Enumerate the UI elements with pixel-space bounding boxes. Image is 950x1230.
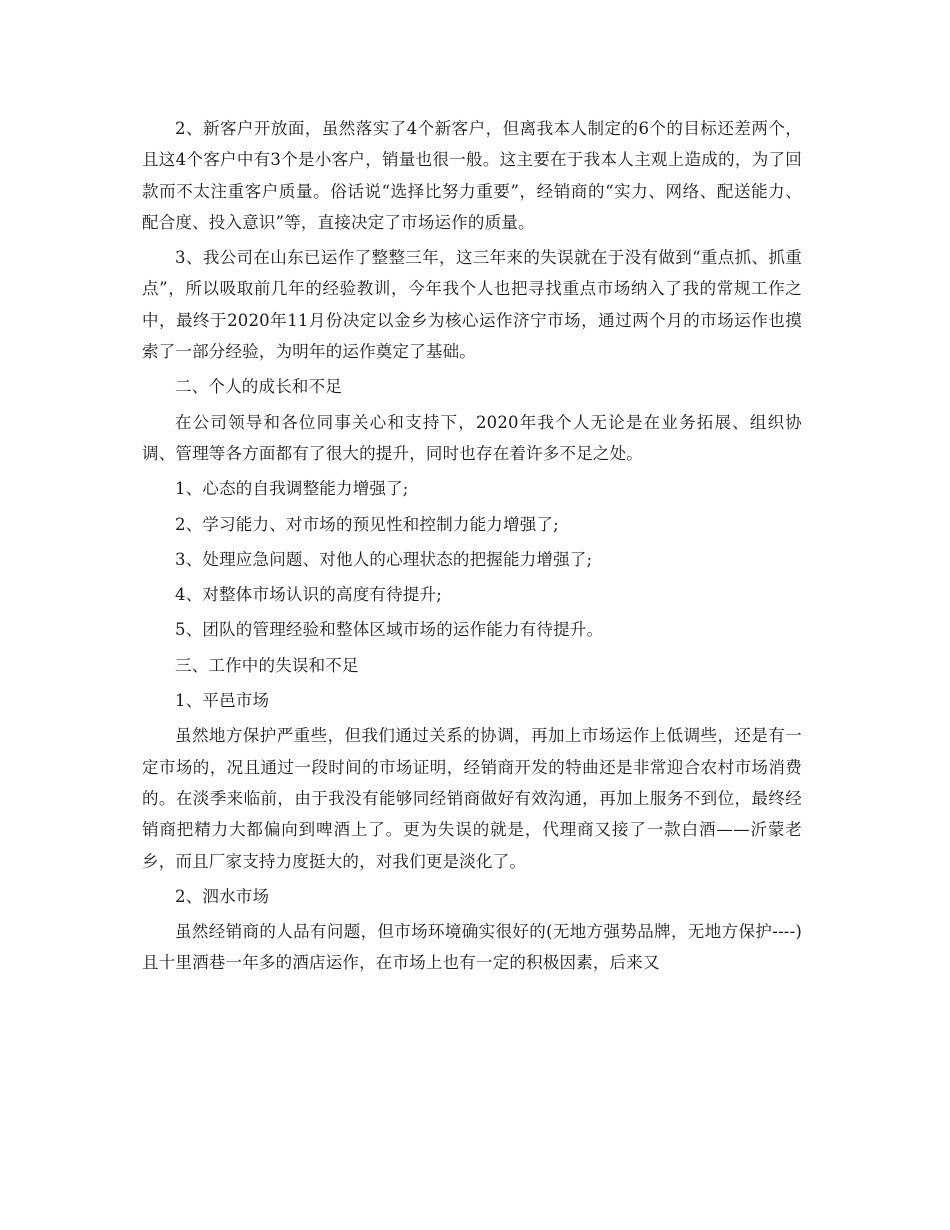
- heading-personal-growth: 二、个人的成长和不足: [175, 377, 342, 397]
- list-item-growth-3: 3、处理应急问题、对他人的心理状态的把握能力增强了;: [175, 549, 593, 569]
- heading-mistakes: 三、工作中的失误和不足: [175, 655, 359, 675]
- paragraph-growth-intro: 在公司领导和各位同事关心和支持下，2020年我个人无论是在业务拓展、组织协调、管理等各方面都有了很大的提升，同时也存在着许多不足之处。: [142, 412, 802, 463]
- paragraph-shandong-operation: 3、我公司在山东已运作了整整三年，这三年来的失误就在于没有做到“重点抓、抓重点”，所以吸取前几年的经验教训，今年我个人也把寻找重点市场纳入了我的常规工作之中，最终于2020年11月份决定以金乡为核心运作济宁市场，通过两个月的市场运作也摸索了一部分经验，为明年的运作奠定了基础。: [142, 248, 802, 362]
- list-item-growth-4: 4、对整体市场认识的高度有待提升;: [175, 585, 442, 605]
- list-item-growth-1: 1、心态的自我调整能力增强了;: [175, 479, 409, 499]
- subheading-sishui-market: 2、泗水市场: [175, 886, 270, 906]
- paragraph-sishui-market: 虽然经销商的人品有问题，但市场环境确实很好的(无地方强势品牌，无地方保护----)且十里酒巷一年多的酒店运作，在市场上也有一定的积极因素，后来又: [142, 922, 802, 973]
- document-page: [142, 113, 802, 979]
- paragraph-new-clients: 2、新客户开放面，虽然落实了4个新客户，但离我本人制定的6个的目标还差两个，且这4个客户中有3个是小客户，销量也很一般。这主要在于我本人主观上造成的，为了回款而不太注重客户质量。俗话说“选择比努力重要”，经销商的“实力、网络、配送能力、配合度、投入意识”等，直接决定了市场运作的质量。: [142, 119, 802, 232]
- list-item-growth-2: 2、学习能力、对市场的预见性和控制力能力增强了;: [175, 514, 559, 534]
- subheading-pingyi-market: 1、平邑市场: [175, 691, 270, 711]
- paragraph-pingyi-market: 虽然地方保护严重些，但我们通过关系的协调，再加上市场运作上低调些，还是有一定市场的，况且通过一段时间的市场证明，经销商开发的特曲还是非常迎合农村市场消费的。在淡季来临前，由于我没有能够同经销商做好有效沟通，再加上服务不到位，最终经销商把精力大都偏向到啤酒上了。更为失误的就是，代理商又接了一款白酒——沂蒙老乡，而且厂家支持力度挺大的，对我们更是淡化了。: [142, 726, 802, 871]
- list-item-growth-5: 5、团队的管理经验和整体区域市场的运作能力有待提升。: [175, 620, 604, 640]
